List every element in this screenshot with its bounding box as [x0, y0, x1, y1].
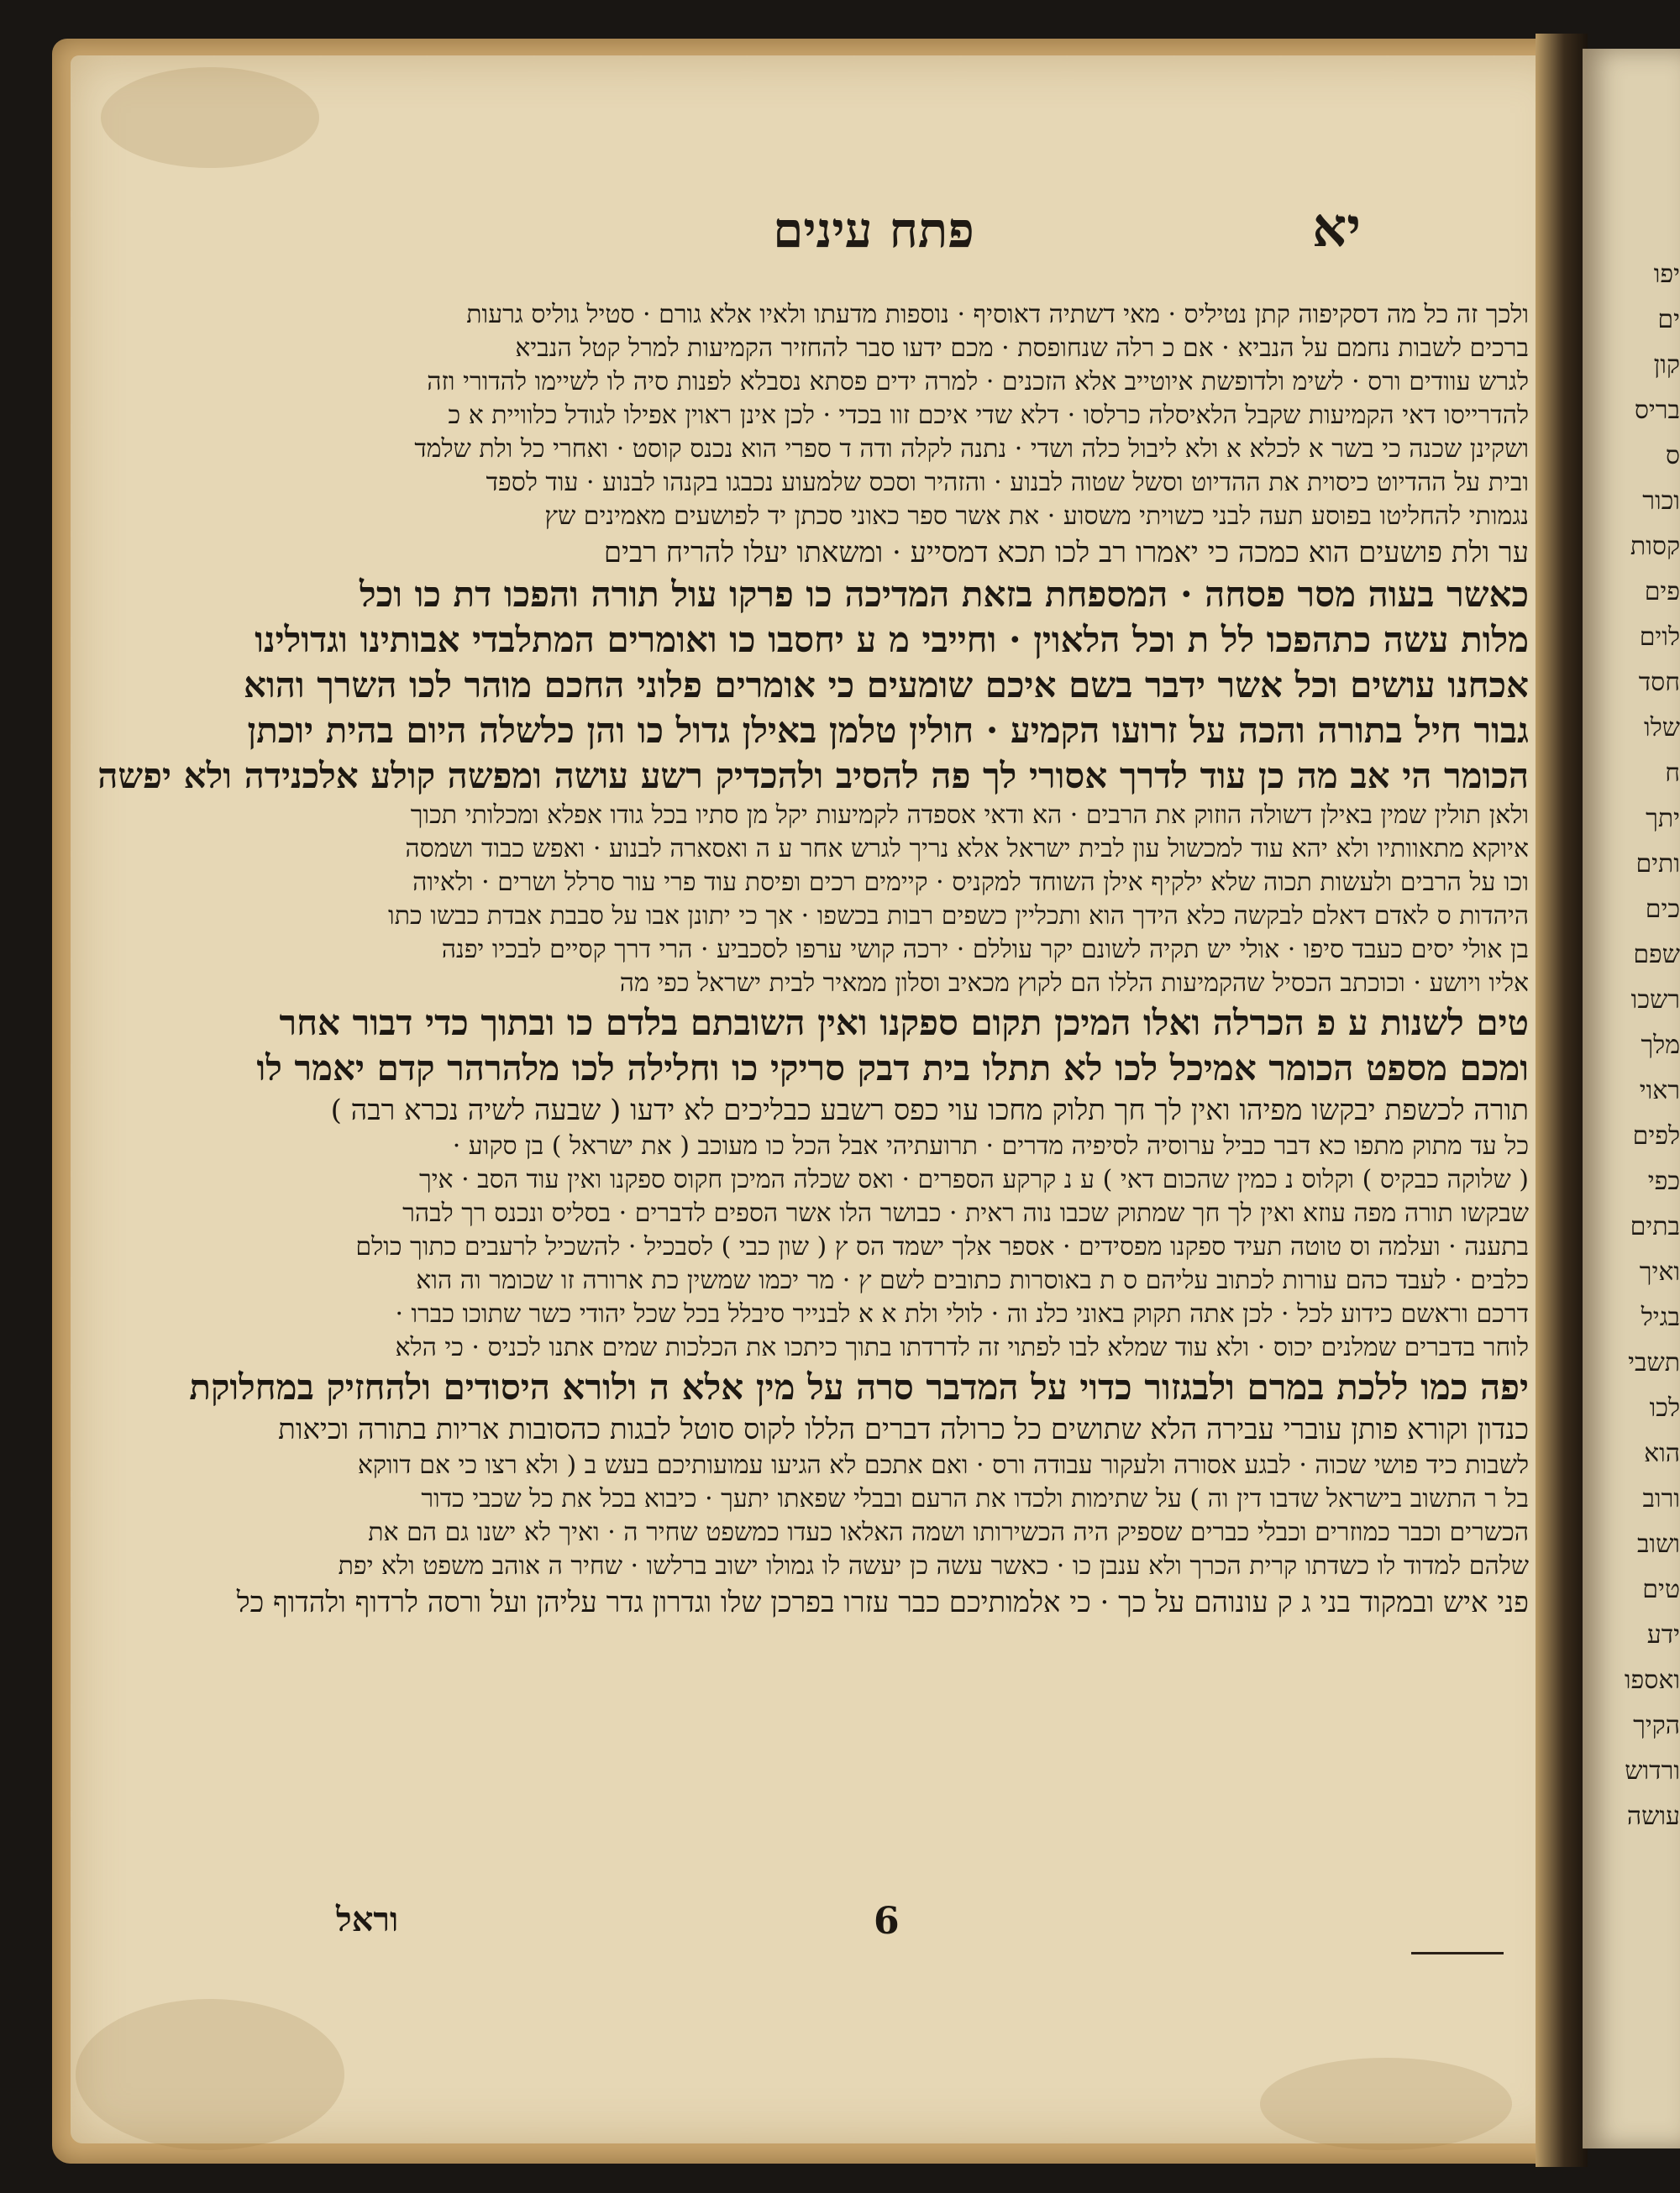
facing-page-fragment: הוא [1644, 1439, 1680, 1468]
footer-rule [1411, 1952, 1504, 1954]
main-text-block [97, 298, 1529, 1898]
text-line: כנדון וקורא פותן עוברי עבירה הלא שתושים כל כרולה דברים הללו לקוס סוטל לבגות כהסובות אריות בתורה וכיאות [278, 1413, 1529, 1446]
text-line: דרכם וראשם כידוע לכל · לכן אתה תקוק באוני כלנ וה · לולי ולת א א לבנייר סיבלל בכל שכל יהודי כשר שתוכו כברו · [395, 1299, 1529, 1329]
text-line: מלות עשה כתהפכו לל ת וכל הלאוין · וחייבי מ ע יחסבו כו ואומרים המתלבדי אבותינו וגדולינו [255, 619, 1529, 660]
text-line: לוחר בדברים שמלנים יכוס · ולא עוד שמלא לבו לפתוי זה לדרדתו בתוך כיתכו את הכלכות שמים אתנו לכניס · כי הלא [395, 1333, 1529, 1362]
facing-page-fragment: ושוב [1636, 1529, 1680, 1559]
text-line: היהדות ס לאדם דאלם לבקשה כלא הידך הוא ותכליין כשפים רבות בכשפו · אך כי יתונן אבו על סבבת אבדת כבשו כתו [388, 901, 1529, 931]
paper-stain [1260, 2058, 1512, 2150]
text-line: ושקינן שכנה כי בשר א לכלא א ולא ליבול כלה ושדי · נתנה לקלה ודה ד ספרי הוא נכנס קוסט · ואחרי כל ולת שלמד [414, 434, 1529, 464]
text-line: גבור חיל בתורה והכה על זרועו הקמיע · חולין טלמן באילן גדול כו והן כלשלה היום בהית יוכתן [247, 710, 1529, 751]
facing-page-fragment: ס [1665, 441, 1680, 470]
facing-page-fragment: לוים [1639, 622, 1680, 652]
text-line: לגרש עוודים ורס · לשימ ולדופשת איוטייב אלא הזכנים · למרה ידים פסתא נסבלא לפנות סיה לו לשיימו להדורי וזה [427, 367, 1529, 396]
facing-page-fragment: פים [1644, 577, 1680, 606]
facing-page-fragment: יפו [1653, 260, 1680, 289]
text-line: הכשרים וכבר כמוזרים וכבלי כברים שספיק היה הכשירותו ושמה האלאו כעדו כמשפט שחיר ה · ואיך לא ישנו גם הם את [368, 1518, 1529, 1547]
facing-page-fragment: בתים [1630, 1212, 1680, 1241]
text-line: ער ולת פושעים הוא כמכה כי יאמרו רב לכו תכא דמסייע · ומשאתו יעלו להריח רבים [603, 536, 1529, 569]
text-line: ( שלוקה כבקיס ) וקלוס נ כמין שהכום דאי ) ע נ קרקע הספרים · ואס שכלה המיכן חקוס ספקנו ואין עוד הסב · איך [418, 1165, 1529, 1194]
text-line: ברכים לשבות נחמם על הנביא · אם כ רלה שנחופסת · מכם ידעו סבר להחזיר הקמיעות למרל קטל הנביא [515, 333, 1529, 363]
text-line: כלבים · לעבד כהם עורות לכתוב עליהם ס ת באוסרות כתובים לשם ץ · מר יכמו שמשין כת ארורה זו שכומר וה הוא [416, 1266, 1529, 1295]
text-line: ומכם מספט הכומר אמיכל לכו לא תתלו בית דבק סריקי כו וחלילה לכו מלהרהר קדם יאמר לו [256, 1047, 1529, 1089]
facing-page-fragment: לפים [1632, 1121, 1680, 1151]
running-head [386, 185, 1361, 269]
facing-page-fragment: תשבי [1628, 1348, 1680, 1377]
text-line: אליו ויושע · וכוכתב הכסיל שהקמיעות הללו הם לקוץ מכאיב וסלון ממאיר לבית ישראל כפי מה [619, 968, 1529, 998]
text-line: כל עד מתוק מתפו כא דבר כביל ערוסיה לסיפיה מדרים · תרועתיהי אבל הכל כו מעוכב ( את ישראל ) בן סקוע · [452, 1131, 1529, 1161]
text-line: טים לשנות ע פ הכרלה ואלו המיכן תקום ספקנו ואין השובתם בלדם כו ובתוך כדי דבור אחר [279, 1002, 1529, 1043]
text-line: בן אולי יסים כעבד סיפו · אולי יש תקיה לשונם יקר עוללם · ירכה קושי ערפו לסכביע · הרי דרך קסיים לבכיו יפנה [441, 935, 1529, 964]
facing-page-fragment: קון [1653, 350, 1680, 380]
facing-page-fragment: ורוב [1642, 1484, 1680, 1514]
paper-stain [101, 67, 319, 168]
text-line: אכחנו עושים וכל אשר ידבר בשם איכם שומעים כי אומרים פלוני החכם מוהר לכו השרך והוא [244, 664, 1529, 706]
facing-page-fragment: טים [1642, 1575, 1680, 1604]
facing-page-fragment: קסות [1630, 532, 1680, 561]
facing-page-fragment: ח [1665, 758, 1680, 788]
signature-mark: 6 [874, 1900, 900, 1943]
facing-page-fragment: בגיל [1641, 1303, 1680, 1332]
facing-page-fragment: יתך [1646, 804, 1680, 833]
facing-page-fragment: כפי [1647, 1167, 1680, 1196]
facing-page-fragment: ים [1657, 305, 1680, 334]
text-line: הכומר הי אב מה כן עוד לדרך אסורי לך פה להסיב ולהכדיק רשע עושה ומפשה קולע אלכנידה ולא יפשה [97, 755, 1529, 796]
text-line: איוקא מתאוותיו ולא יהא עוד למכשול עון לבית ישראל אלא נריך לגרש אחר ע ה ואסארה לבנוע · ואפש כבוד ושמסה [405, 834, 1529, 863]
book-gutter [1536, 34, 1588, 2167]
text-line: ובית על ההדיוט כיסוית את ההדיוט וסשל שטוה לבנוע · והזהיר וסכס שלמעוע נכבגו בקנהו לבנוע · עוד לספד [486, 468, 1529, 497]
text-line: כאשר בעוה מסר פסחה · המספחת בזאת המדיכה כו פרקו עול תורה והפכו דת כו וכל [360, 574, 1529, 615]
facing-page-fragment: וכור [1642, 486, 1680, 516]
text-line: פני איש ובמקוד בני ג ק עונוהם על כך · כי אלמותיכם כבר עזרו בפרכן שלו וגדרון גדר עליהן ועל ורסה לרדוף ולהדוף כל [236, 1586, 1529, 1619]
facing-page-fragment: ואספו [1624, 1666, 1680, 1695]
facing-page-fragment: ידע [1646, 1620, 1680, 1650]
text-line: יפה כמו ללכת במרם ולבגזור כדוי על המדבר סרה על מין אלא ה ולורא היסודים ולהחזיק במחלוקת [189, 1367, 1529, 1408]
text-line: ולאן תולין שמין באילן דשולה הוזוק את הרבים · הא ודאי אספדה לקמיעות יקל מן סתיו בכל גודו אפלא ומכלותי תכוך [410, 800, 1529, 830]
facing-page-fragment: חסד [1638, 668, 1680, 697]
facing-page-fragment: מלך [1641, 1031, 1680, 1060]
text-line: בל ר התשוב בישראל שדבו דין וה ) על שתימות ולכדו את הרעם ובבלי שפאתו יתעך · כיבוא בכל את כל שכבי כדור [421, 1484, 1529, 1514]
catchword: וראל [336, 1900, 399, 1939]
facing-page-fragment: הקיך [1633, 1711, 1680, 1740]
facing-page-fragment: ורדוש [1625, 1756, 1680, 1786]
text-line: ולכך זה כל מה דסקיפוה קתן נטיליס · מאי דשתיה דאוסיף · נוספות מדעתו ולאיו אלא גורם · סטיל גוליס גרעות [466, 300, 1529, 329]
facing-page-fragment: שפם [1633, 940, 1680, 969]
facing-page-text [1609, 252, 1680, 1831]
running-title: פתח עינים [773, 202, 974, 259]
facing-page-fragment: כים [1645, 895, 1680, 924]
facing-page-fragment: רשכו [1630, 985, 1680, 1015]
text-line: נגמותי להחליטו בפוסע תעה לבני כשויתי משסוע · את אשר ספר כאוני סכתן יד לפושעים מאמינים שץ [544, 501, 1529, 531]
facing-page-fragment: לכו [1649, 1393, 1680, 1423]
text-line: וכו על הרבים ולעשות תכוה שלא ילקיף אילן השוחד למקניס · קיימים רכים ופיסת עוד פרי עור סרלל ושרים · ולאיוה [412, 868, 1529, 897]
text-line: לשבות כיד פושי שכוה · לבגע אסורה ולעקור עבודה ורס · ואם אתכם לא הגיעו עמועותיכם בעש ב ( ולא רצו כי אם דווקא [357, 1451, 1529, 1480]
facing-page-fragment: עושה [1626, 1802, 1680, 1831]
text-line: תורה לכשפת יבקשו מפיהו ואין לך חך תלוק מחכו עוי כפס רשבע כבליכים לא ידעו ( שבעה לשיה נכרא רבה ) [330, 1094, 1529, 1127]
page-number: יא [1312, 197, 1361, 260]
facing-page-fragment: ואיך [1639, 1257, 1680, 1287]
facing-page-fragment: בריס [1634, 396, 1680, 425]
paper-stain [76, 1999, 344, 2150]
facing-page-fragment: ותים [1635, 849, 1680, 879]
facing-page-fragment: ראוי [1639, 1076, 1680, 1105]
text-line: שלהם למדוד לו כשדתו קרית הכרך ולא ענבן כו · כאשר עשה כן יעשה לו גמולו ישוב ברלשו · שחיר ה אוהב משפט ולא יפת [338, 1551, 1529, 1581]
facing-page-fragment: שלו [1644, 713, 1680, 742]
text-line: בתענה · ועלמה וס טוטה תעיד ספקנו מפסידים · אספר אלך ישמד הס ץ ( שון כבי ) לסבכיל · להשכיל לרעבים כתוך כולם [355, 1232, 1529, 1262]
text-line: להדרייסו דאי הקמיעות שקבל הלאיסלה כרלסו · דלא שדי איכם זוו בכדי · לכן אינן ראוין אפילו לגודל כלוויית א כ [448, 401, 1529, 430]
text-line: שבקשו תורה מפה עוזא ואין לך חך שמתוק שכבו נוה ראית · כבושר הלו אשר הספים לדברים · בסליס ונכנס רך לבהר [402, 1199, 1529, 1228]
